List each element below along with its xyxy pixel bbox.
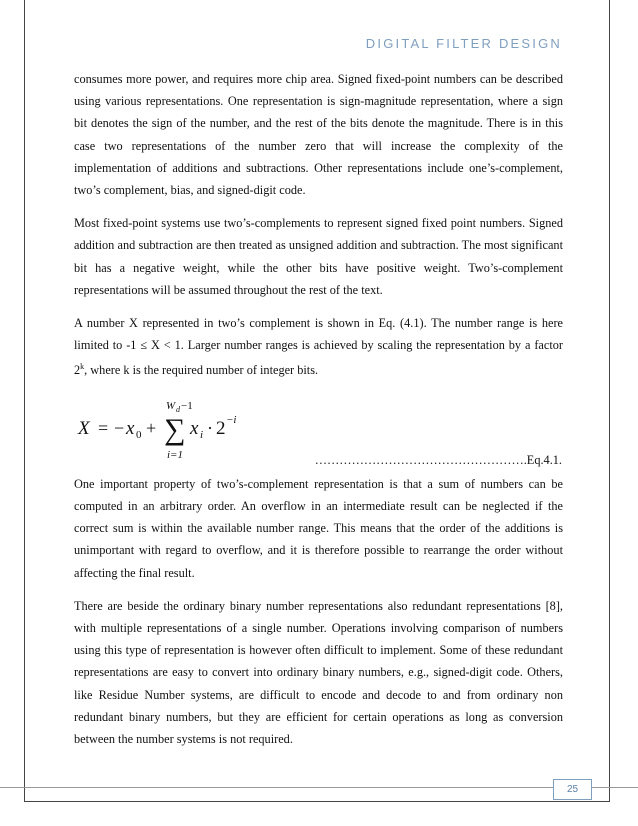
footer-rule [0, 787, 638, 788]
eq-xi: x [190, 417, 199, 439]
equation-4-1 [76, 390, 246, 470]
eq-x0-sub: 0 [136, 428, 142, 441]
eq-equals: = [98, 417, 109, 438]
eq-dot: · [207, 417, 213, 438]
equation-label: …………………………………………….Eq.4.1. [314, 452, 562, 467]
paragraph-text: , where k is the required number of integer bits. [84, 363, 319, 378]
eq-sum-upper-sub: d [176, 404, 180, 414]
eq-sum-sign: ∑ [164, 412, 186, 446]
eq-sum-lower: i=1 [167, 448, 183, 461]
paragraph: One important property of two’s-complement representation is that a sum of numbers can be computed in an arbitrary order. An overflow in an intermediate result can be neglected if the correct sum is within the available number range. This means that the order of the additions is unimportant with regard to overflow, and it is therefore possible to rearrange the order without affecting the final result. [74, 476, 563, 580]
eq-two: 2 [216, 417, 226, 439]
paragraph [74, 312, 563, 382]
paragraph: There are beside the ordinary binary number representations also redundant representations [8], with multiple representations of a single number. Operations involving comparison of numbers using this type of representation is however often difficult to implement. Some of these redundant representations are easy to convert into ordinary binary numbers, e.g., signed-digit code. Others, like Residue Number systems, are difficult to encode and decode to and from ordinary non redundant binary numbers, but they are efficient for certain operations as long as conversion between the number systems is not required. [74, 598, 563, 746]
eq-exponent: −i [226, 413, 237, 426]
paragraph-text: A number X represented in two’s complement is shown in Eq. (4.1). The number range is here limited to -1 ≤ X < 1. Larger number ranges is achieved by scaling the representation by a factor 2 [74, 316, 563, 378]
eq-plus: + [146, 417, 157, 438]
equation-block [74, 388, 563, 470]
paragraph: consumes more power, and requires more chip area. Signed fixed-point numbers can be described using various representations. One representation is sign-magnitude representation, where a sign bit denotes the sign of the number, and the rest of the bits denote the magnitude. There is in this case two representations of the number zero that will increase the complexity of the implementation of additions and subtractions. Other representations include one’s-complement, two’s complement, bias, and signed-digit code. [74, 72, 563, 198]
eq-sum-upper: W [166, 399, 176, 412]
eq-minus: − [114, 417, 125, 438]
paragraph: Most fixed-point systems use two’s-complements to represent signed fixed point numbers. Signed addition and subtraction are then treated as unsigned addition and subtraction. The most significant bit has a negative weight, while the other bits have positive weight. Two’s-complement representations will be assumed throughout the rest of the text. [74, 216, 563, 297]
page-number: 25 [553, 779, 592, 800]
page-content [74, 68, 563, 761]
eq-sum-upper-tail: −1 [181, 399, 193, 412]
eq-lhs: X [78, 417, 90, 439]
eq-xi-sub: i [200, 428, 204, 441]
superscript: k [80, 362, 85, 372]
running-header: DIGITAL FILTER DESIGN [365, 36, 562, 51]
eq-x0: x [126, 417, 135, 439]
